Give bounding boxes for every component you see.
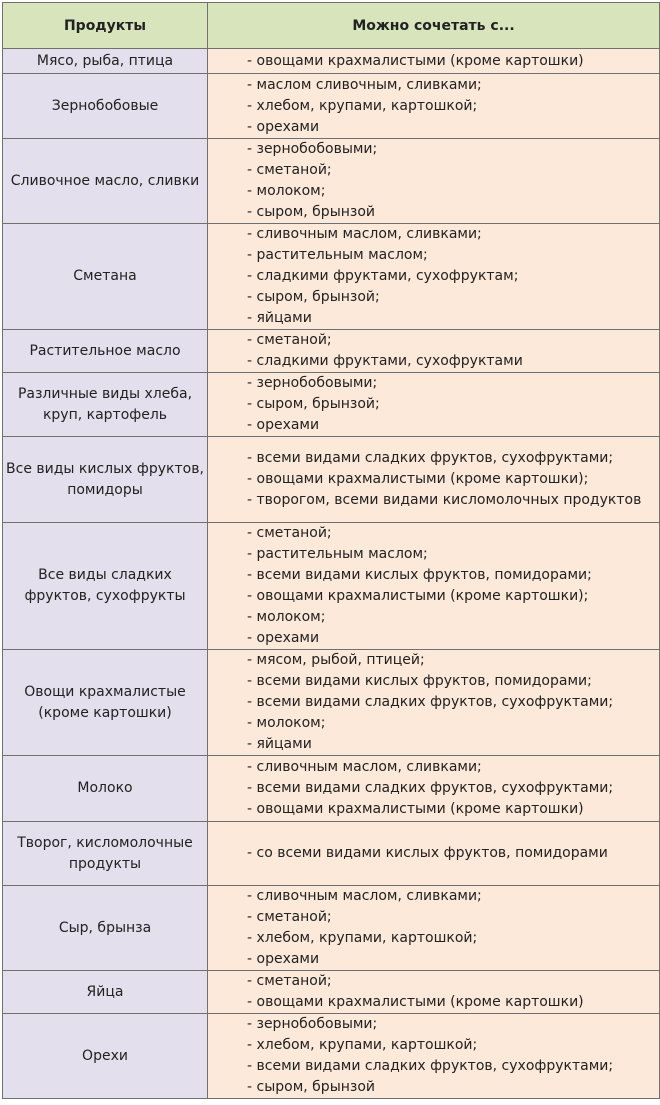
header-combine-with: Можно сочетать с... xyxy=(208,3,660,49)
table-row xyxy=(3,224,660,330)
header-products: Продукты xyxy=(3,3,208,49)
combos-cell xyxy=(208,650,660,756)
combo-item: - сметаной; xyxy=(247,332,332,348)
combo-item: - всеми видами сладких фруктов, сухофруктами; xyxy=(247,780,614,796)
combo-item: - всеми видами сладких фруктов, сухофруктами; xyxy=(247,1058,614,1074)
combo-item: - овощами крахмалистыми (кроме картошки) xyxy=(247,801,584,817)
combos-cell xyxy=(208,373,660,437)
combos-cell xyxy=(208,523,660,650)
product-cell: Различные виды хлеба, круп, картофель xyxy=(3,373,208,437)
combo-item: - всеми видами сладких фруктов, сухофруктами; xyxy=(247,694,614,710)
combo-item: - сметаной; xyxy=(247,525,332,541)
combo-item: - сыром, брынзой xyxy=(247,1079,376,1095)
table-row xyxy=(3,886,660,971)
combo-item: - сметаной; xyxy=(247,162,332,178)
table-row xyxy=(3,373,660,437)
combo-item: - сладкими фруктами, сухофруктами xyxy=(247,353,523,369)
combo-item: - всеми видами сладких фруктов, сухофруктами; xyxy=(247,450,614,466)
combo-item: - сладкими фруктами, сухофруктам; xyxy=(247,268,519,284)
combo-item: - молоком; xyxy=(247,609,326,625)
product-cell: Сметана xyxy=(3,224,208,330)
product-cell: Мясо, рыба, птица xyxy=(3,49,208,74)
food-combination-table xyxy=(2,2,660,1099)
product-cell: Сыр, брынза xyxy=(3,886,208,971)
combo-item: - хлебом, крупами, картошкой; xyxy=(247,97,478,114)
combo-item: - овощами крахмалистыми (кроме картошки); xyxy=(247,588,589,604)
combo-item: - молоком; xyxy=(247,183,326,199)
combo-item: - зернобобовыми; xyxy=(247,375,378,391)
combo-item: - растительным маслом; xyxy=(247,546,428,562)
table-row xyxy=(3,822,660,886)
combo-item: - хлебом, крупами, картошкой; xyxy=(247,1037,478,1053)
combo-item: - орехами xyxy=(247,951,320,967)
combo-item: - яйцами xyxy=(247,736,312,752)
table-row xyxy=(3,523,660,650)
combo-item: - овощами крахмалистыми (кроме картошки) xyxy=(247,994,584,1010)
table-row xyxy=(3,330,660,373)
product-cell: Зернобобовые xyxy=(3,74,208,139)
product-cell: Молоко xyxy=(3,756,208,822)
combo-item: - орехами xyxy=(247,417,320,433)
combo-item: - сливочным маслом, сливками; xyxy=(247,226,482,242)
combo-item: - хлебом, крупами, картошкой; xyxy=(247,930,478,946)
combo-item: - яйцами xyxy=(247,310,312,326)
combo-item: - овощами крахмалистыми (кроме картошки); xyxy=(247,471,589,487)
combos-cell xyxy=(208,971,660,1014)
product-cell: Все виды сладких фруктов, сухофрукты xyxy=(3,523,208,650)
table-row xyxy=(3,74,660,139)
table-row xyxy=(3,1014,660,1099)
combo-item: - творогом, всеми видами кисломолочных продуктов xyxy=(247,492,642,508)
header-row xyxy=(3,3,660,49)
table-row xyxy=(3,437,660,523)
combo-item: - сметаной; xyxy=(247,973,332,989)
combos-cell xyxy=(208,886,660,971)
combos-cell xyxy=(208,330,660,373)
table-row xyxy=(3,756,660,822)
product-cell: Овощи крахмалистые (кроме картошки) xyxy=(3,650,208,756)
combo-item: - со всеми видами кислых фруктов, помидорами xyxy=(247,845,608,861)
combos-cell xyxy=(208,1014,660,1099)
combos-cell xyxy=(208,74,660,139)
combos-cell xyxy=(208,437,660,523)
combo-item: - овощами крахмалистыми (кроме картошки) xyxy=(247,52,584,69)
combo-item: - сыром, брынзой; xyxy=(247,289,380,305)
table-row xyxy=(3,650,660,756)
table-row xyxy=(3,139,660,224)
combo-item: - сыром, брынзой xyxy=(247,204,376,220)
combos-cell xyxy=(208,756,660,822)
combo-item: - орехами xyxy=(247,118,320,135)
combo-item: - сыром, брынзой; xyxy=(247,396,380,412)
combo-item: - сливочным маслом, сливками; xyxy=(247,888,482,904)
combo-item: - зернобобовыми; xyxy=(247,141,378,157)
combos-cell xyxy=(208,49,660,74)
combo-item: - всеми видами кислых фруктов, помидорами; xyxy=(247,567,592,583)
product-cell: Растительное масло xyxy=(3,330,208,373)
table-row xyxy=(3,971,660,1014)
product-cell: Творог, кисломолочные продукты xyxy=(3,822,208,886)
combo-item: - мясом, рыбой, птицей; xyxy=(247,652,425,668)
product-cell: Сливочное масло, сливки xyxy=(3,139,208,224)
product-cell: Все виды кислых фруктов, помидоры xyxy=(3,437,208,523)
combo-item: - растительным маслом; xyxy=(247,247,428,263)
product-cell: Орехи xyxy=(3,1014,208,1099)
combos-cell xyxy=(208,822,660,886)
combo-item: - сливочным маслом, сливками; xyxy=(247,759,482,775)
combos-cell xyxy=(208,139,660,224)
combo-item: - сметаной; xyxy=(247,909,332,925)
table-row xyxy=(3,49,660,74)
combo-item: - маслом сливочным, сливками; xyxy=(247,76,482,93)
combos-cell xyxy=(208,224,660,330)
combo-item: - зернобобовыми; xyxy=(247,1016,378,1032)
product-cell: Яйца xyxy=(3,971,208,1014)
combo-item: - всеми видами кислых фруктов, помидорами; xyxy=(247,673,592,689)
combo-item: - молоком; xyxy=(247,715,326,731)
combo-item: - орехами xyxy=(247,630,320,646)
